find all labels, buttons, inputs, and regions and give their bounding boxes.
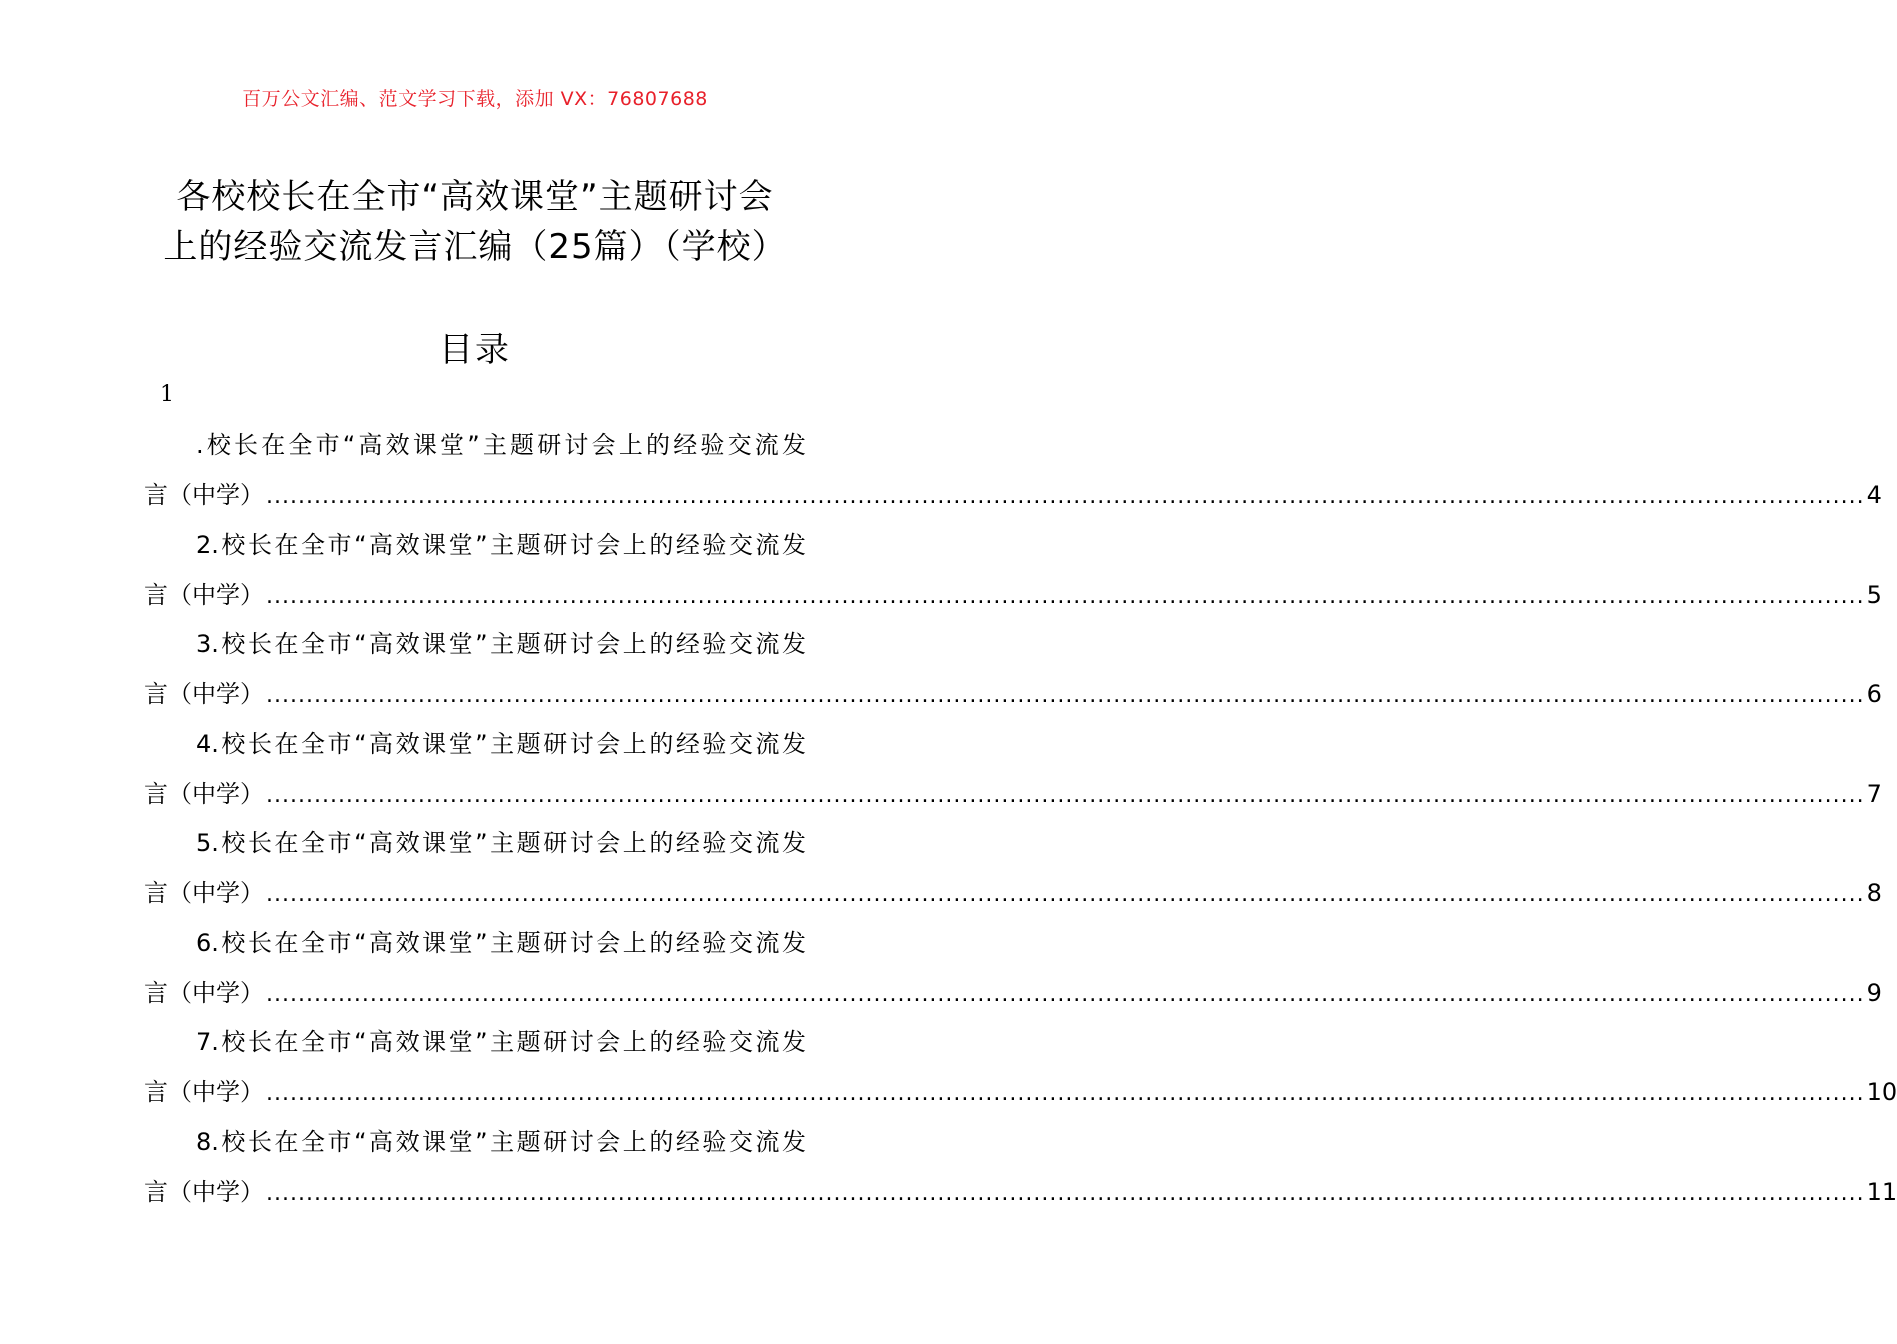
toc-leader-dots: ........................................................................................................................................................................................................: [266, 981, 1865, 1007]
toc-entry-title-end: 言（中学）: [144, 580, 264, 609]
document-title-line-2: 上的经验交流发言汇编（25篇）（学校）: [163, 227, 787, 267]
toc-leader-dots: ........................................................................................................................................................................................................: [266, 882, 1865, 907]
toc-entry-continuation: [144, 1067, 1897, 1117]
toc-entry-title-end: 言（中学）: [144, 779, 264, 808]
toc-page-number: 9: [1866, 978, 1882, 1007]
toc-entry[interactable]: [144, 619, 1882, 719]
toc-entry-title: 5.校长在全市“高效课堂”主题研讨会上的经验交流发: [196, 829, 806, 857]
toc-page-number: 5: [1866, 580, 1882, 609]
toc-leader-dots: ........................................................................................................................................................................................................: [266, 1180, 1865, 1206]
header-note: 百万公文汇编、范文学习下载，添加 VX：76807688: [242, 88, 708, 110]
toc-entry-title: 8.校长在全市“高效课堂”主题研讨会上的经验交流发: [196, 1127, 806, 1156]
toc-page-number: 8: [1866, 879, 1882, 907]
toc-entry[interactable]: [144, 719, 1882, 819]
toc-entry-continuation: [144, 769, 1882, 819]
page-mark: 1: [160, 382, 174, 407]
toc-entry[interactable]: [144, 1117, 1897, 1217]
toc-page-number: 4: [1866, 481, 1882, 509]
toc-entry-title-end: 言（中学）: [144, 879, 264, 907]
toc-entry-title-end: 言（中学）: [144, 481, 264, 509]
toc-entry-title-end: 言（中学）: [144, 680, 264, 708]
toc-leader-dots: ........................................................................................................................................................................................................: [266, 583, 1865, 609]
toc-entry-continuation: [144, 1167, 1897, 1217]
toc-leader-dots: ........................................................................................................................................................................................................: [266, 484, 1865, 509]
toc-entry[interactable]: [144, 1017, 1897, 1117]
toc-leader-dots: ........................................................................................................................................................................................................: [266, 683, 1865, 708]
toc-entry[interactable]: [144, 818, 1882, 918]
toc-entry-title-end: 言（中学）: [144, 1177, 264, 1206]
toc-heading: 目录: [439, 330, 511, 370]
toc-entry-title: 3.校长在全市“高效课堂”主题研讨会上的经验交流发: [196, 630, 806, 658]
toc-entry-continuation: [144, 868, 1882, 918]
toc-entry-title: .校长在全市“高效课堂”主题研讨会上的经验交流发: [196, 431, 806, 459]
toc-entry-continuation: [144, 470, 1882, 520]
toc-leader-dots: ........................................................................................................................................................................................................: [266, 1081, 1865, 1106]
toc-entry[interactable]: [144, 520, 1882, 620]
toc-leader-dots: ........................................................................................................................................................................................................: [266, 782, 1865, 808]
toc-entry[interactable]: [144, 918, 1882, 1018]
toc-entry-continuation: [144, 570, 1882, 620]
toc-entry-title: 2.校长在全市“高效课堂”主题研讨会上的经验交流发: [196, 530, 806, 559]
toc-entry[interactable]: [144, 420, 1882, 520]
toc-page-number: 6: [1866, 680, 1882, 708]
toc-entry-title: 6.校长在全市“高效课堂”主题研讨会上的经验交流发: [196, 928, 806, 957]
toc-entry-continuation: [144, 669, 1882, 719]
document-title-line-1: 各校校长在全市“高效课堂”主题研讨会: [176, 177, 774, 217]
toc-entry-title-end: 言（中学）: [144, 978, 264, 1007]
toc-entry-title: 4.校长在全市“高效课堂”主题研讨会上的经验交流发: [196, 729, 806, 758]
toc-entry-title-end: 言（中学）: [144, 1078, 264, 1106]
table-of-contents: [144, 420, 1897, 1216]
toc-page-number: 7: [1866, 779, 1882, 808]
toc-entry-continuation: [144, 968, 1882, 1018]
document-title: [120, 172, 830, 272]
toc-page-number: 10: [1866, 1078, 1897, 1106]
toc-page-number: 11: [1866, 1177, 1897, 1206]
toc-entry-title: 7.校长在全市“高效课堂”主题研讨会上的经验交流发: [196, 1028, 806, 1056]
